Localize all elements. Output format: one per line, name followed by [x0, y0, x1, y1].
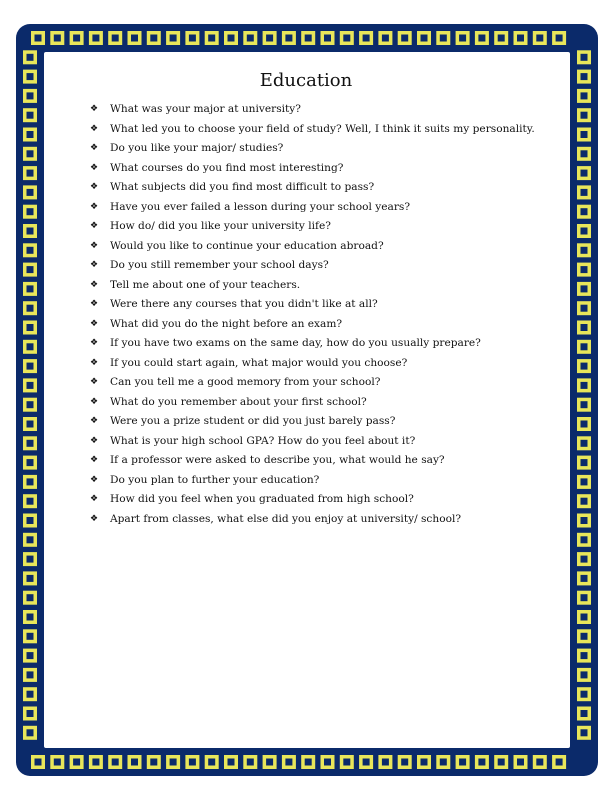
border-square-center — [27, 671, 34, 678]
border-square-center — [35, 35, 42, 42]
list-item — [90, 159, 560, 179]
border-square-center — [228, 759, 235, 766]
list-item — [90, 100, 560, 120]
border-square-center — [266, 35, 273, 42]
four-diamond-bullet: ❖ — [90, 162, 99, 173]
border-square-center — [150, 35, 157, 42]
border-square-center — [92, 759, 99, 766]
four-diamond-bullet: ❖ — [90, 474, 99, 485]
question-text: What subjects did you find most difficult to pass? — [110, 181, 375, 193]
four-diamond-bullet: ❖ — [90, 338, 99, 348]
border-square-center — [27, 691, 34, 698]
border-square-center — [581, 266, 588, 273]
border-square-center — [459, 759, 466, 766]
border-square-center — [581, 131, 588, 138]
list-item — [90, 432, 560, 452]
border-square-center — [581, 363, 588, 370]
border-square-center — [324, 35, 331, 42]
border-square-center — [305, 759, 312, 766]
question-text: Tell me about one of your teachers. — [110, 278, 301, 291]
border-square-center — [581, 285, 588, 292]
border-square-center — [581, 421, 588, 428]
border-square-center — [27, 228, 34, 235]
list-item — [90, 178, 560, 198]
border-square-center — [581, 324, 588, 331]
border-square-center — [131, 759, 138, 766]
list-item — [90, 237, 560, 257]
border-square-center — [170, 759, 177, 766]
border-square-center — [266, 759, 273, 766]
question-text: What is your high school GPA? How do you feel about it? — [110, 434, 416, 447]
list-item — [90, 295, 560, 315]
border-square-center — [27, 710, 34, 717]
question-text: Apart from classes, what else did you enjoy at university/ school? — [110, 512, 462, 525]
border-square-center — [27, 266, 34, 273]
border-square-center — [27, 382, 34, 389]
list-item — [90, 412, 560, 432]
question-list — [90, 100, 560, 529]
border-square-center — [27, 517, 34, 524]
border-square-center — [536, 759, 543, 766]
border-square-center — [27, 247, 34, 254]
border-square-center — [440, 759, 447, 766]
border-square-center — [27, 729, 34, 736]
question-text: Were you a prize student or did you just barely pass? — [110, 415, 396, 427]
border-square-center — [54, 35, 61, 42]
question-text: What led you to choose your field of study? Well, I think it suits my personality. — [110, 122, 535, 135]
list-item — [90, 393, 560, 413]
four-diamond-bullet: ❖ — [90, 260, 99, 270]
question-text: Were there any courses that you didn't like at all? — [110, 298, 378, 310]
page-title: Education — [259, 70, 353, 91]
question-text: What courses do you find most interesting? — [110, 161, 344, 174]
border-square-center — [305, 35, 312, 42]
border-square-center — [581, 228, 588, 235]
border-square-center — [27, 112, 34, 119]
question-text: If a professor were asked to describe you, what would he say? — [110, 454, 445, 466]
border-square-center — [27, 401, 34, 408]
border-square-center — [112, 35, 119, 42]
list-item — [90, 198, 560, 218]
border-square-center — [247, 759, 254, 766]
list-item — [90, 510, 560, 530]
border-square-center — [478, 759, 485, 766]
question-text: What do you remember about your first school? — [110, 395, 367, 408]
question-text: Would you like to continue your education abroad? — [110, 239, 384, 252]
border-square-center — [27, 536, 34, 543]
border-square-center — [27, 324, 34, 331]
question-text: Do you still remember your school days? — [110, 259, 329, 271]
question-text: How did you feel when you graduated from high school? — [110, 493, 414, 505]
border-square-center — [189, 35, 196, 42]
border-square-center — [581, 401, 588, 408]
border-square-center — [581, 652, 588, 659]
border-square-center — [208, 35, 215, 42]
four-diamond-bullet: ❖ — [90, 182, 99, 192]
border-square-center — [581, 556, 588, 563]
border-square-center — [27, 594, 34, 601]
list-item — [90, 373, 560, 393]
border-square-center — [581, 170, 588, 177]
border-square-center — [35, 759, 42, 766]
border-square-center — [131, 35, 138, 42]
border-square-center — [324, 759, 331, 766]
border-square-center — [27, 421, 34, 428]
question-text: If you could start again, what major would you choose? — [110, 356, 408, 369]
border-square-center — [382, 759, 389, 766]
border-square-center — [27, 131, 34, 138]
question-text: Do you like your major/ studies? — [110, 142, 284, 154]
border-square-center — [581, 54, 588, 61]
border-square-center — [581, 614, 588, 621]
border-square-center — [478, 35, 485, 42]
question-text: What was your major at university? — [110, 103, 301, 115]
border-square-center — [556, 35, 563, 42]
border-square-center — [27, 54, 34, 61]
border-square-center — [581, 671, 588, 678]
border-square-center — [150, 759, 157, 766]
border-square-center — [581, 343, 588, 350]
four-diamond-bullet: ❖ — [90, 494, 99, 504]
list-item — [90, 256, 560, 276]
question-text: Have you ever failed a lesson during your school years? — [110, 200, 410, 213]
border-square-center — [581, 92, 588, 99]
border-square-center — [556, 759, 563, 766]
border-square-center — [581, 517, 588, 524]
border-square-center — [285, 759, 292, 766]
four-diamond-bullet: ❖ — [90, 201, 99, 212]
border-square-center — [27, 556, 34, 563]
border-square-center — [581, 691, 588, 698]
question-text: Do you plan to further your education? — [110, 473, 320, 486]
border-square-center — [498, 759, 505, 766]
border-square-center — [27, 440, 34, 447]
border-square-center — [382, 35, 389, 42]
border-square-center — [228, 35, 235, 42]
list-item — [90, 315, 560, 335]
border-square-center — [459, 35, 466, 42]
border-square-center — [581, 478, 588, 485]
border-square-center — [27, 633, 34, 640]
border-square-center — [401, 35, 408, 42]
border-square-center — [440, 35, 447, 42]
four-diamond-bullet: ❖ — [90, 299, 99, 309]
border-square-center — [581, 247, 588, 254]
list-item — [90, 120, 560, 140]
border-square-center — [92, 35, 99, 42]
list-item — [90, 490, 560, 510]
border-square-center — [285, 35, 292, 42]
border-square-center — [581, 208, 588, 215]
border-square-center — [112, 759, 119, 766]
border-square-center — [536, 35, 543, 42]
border-square-center — [73, 759, 80, 766]
border-square-center — [517, 759, 524, 766]
border-square-center — [498, 35, 505, 42]
border-square-center — [27, 92, 34, 99]
four-diamond-bullet: ❖ — [90, 396, 99, 407]
border-square-center — [27, 343, 34, 350]
four-diamond-bullet: ❖ — [90, 318, 99, 329]
border-square-center — [27, 614, 34, 621]
border-square-center — [581, 112, 588, 119]
border-square-center — [401, 759, 408, 766]
list-item — [90, 451, 560, 471]
question-text: Can you tell me a good memory from your school? — [110, 376, 381, 388]
question-text: If you have two exams on the same day, how do you usually prepare? — [110, 337, 481, 349]
four-diamond-bullet: ❖ — [90, 123, 99, 134]
border-square-center — [247, 35, 254, 42]
list-item — [90, 276, 560, 296]
border-square-center — [343, 35, 350, 42]
border-square-center — [27, 652, 34, 659]
four-diamond-bullet: ❖ — [90, 435, 99, 446]
border-square-center — [27, 459, 34, 466]
border-square-center — [581, 150, 588, 157]
border-square-center — [581, 305, 588, 312]
border-square-center — [581, 594, 588, 601]
border-square-center — [27, 305, 34, 312]
border-square-center — [170, 35, 177, 42]
border-square-center — [421, 759, 428, 766]
border-square-center — [581, 710, 588, 717]
four-diamond-bullet: ❖ — [90, 416, 99, 426]
border-square-center — [581, 729, 588, 736]
border-square-center — [54, 759, 61, 766]
border-square-center — [27, 170, 34, 177]
list-item — [90, 139, 560, 159]
border-square-center — [581, 189, 588, 196]
four-diamond-bullet: ❖ — [90, 279, 99, 290]
four-diamond-bullet: ❖ — [90, 221, 99, 231]
border-square-center — [581, 440, 588, 447]
four-diamond-bullet: ❖ — [90, 377, 99, 387]
list-item — [90, 217, 560, 237]
list-item — [90, 334, 560, 354]
question-text: How do/ did you like your university life? — [110, 220, 331, 232]
four-diamond-bullet: ❖ — [90, 104, 99, 114]
border-square-center — [27, 150, 34, 157]
four-diamond-bullet: ❖ — [90, 357, 99, 368]
border-square-center — [581, 633, 588, 640]
question-text: What did you do the night before an exam? — [110, 317, 343, 330]
four-diamond-bullet: ❖ — [90, 240, 99, 251]
border-square-center — [208, 759, 215, 766]
border-square-center — [363, 759, 370, 766]
border-square-center — [27, 478, 34, 485]
border-square-center — [27, 208, 34, 215]
border-square-center — [343, 759, 350, 766]
border-square-center — [581, 536, 588, 543]
border-square-center — [581, 498, 588, 505]
border-square-center — [73, 35, 80, 42]
border-square-center — [27, 498, 34, 505]
border-square-center — [27, 575, 34, 582]
border-square-center — [363, 35, 370, 42]
border-square-center — [27, 363, 34, 370]
four-diamond-bullet: ❖ — [90, 513, 99, 524]
border-square-center — [581, 382, 588, 389]
list-item — [90, 471, 560, 491]
border-square-center — [581, 459, 588, 466]
border-square-center — [189, 759, 196, 766]
border-square-center — [27, 189, 34, 196]
border-square-center — [517, 35, 524, 42]
four-diamond-bullet: ❖ — [90, 455, 99, 465]
four-diamond-bullet: ❖ — [90, 143, 99, 153]
list-item — [90, 354, 560, 374]
border-square-center — [421, 35, 428, 42]
border-square-center — [27, 285, 34, 292]
border-square-center — [581, 575, 588, 582]
